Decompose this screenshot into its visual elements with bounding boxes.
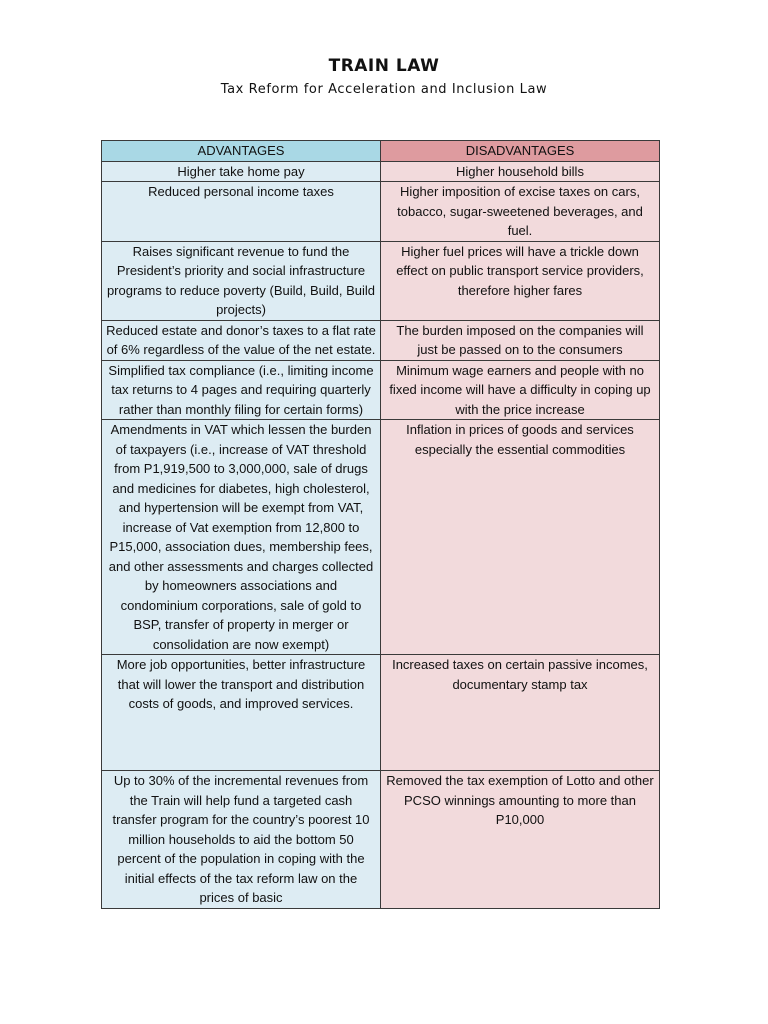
document-title: TRAIN LAW <box>328 56 440 76</box>
disadvantage-cell: Minimum wage earners and people with no fixed income will have a difficulty in coping up with the price increase <box>381 360 660 420</box>
table-row <box>102 420 660 655</box>
table-row <box>102 182 660 242</box>
table-row <box>102 771 660 909</box>
table-row <box>102 360 660 420</box>
advantage-cell: More job opportunities, better infrastructure that will lower the transport and distribution costs of goods, and improved services. <box>102 655 381 771</box>
advantage-cell: Reduced estate and donor’s taxes to a flat rate of 6% regardless of the value of the net estate. <box>102 320 381 360</box>
disadvantage-cell: Removed the tax exemption of Lotto and other PCSO winnings amounting to more than P10,000 <box>381 771 660 909</box>
table-row <box>102 241 660 320</box>
table-row <box>102 655 660 771</box>
disadvantage-cell: Increased taxes on certain passive incomes, documentary stamp tax <box>381 655 660 771</box>
disadvantage-cell: The burden imposed on the companies will just be passed on to the consumers <box>381 320 660 360</box>
disadvantage-cell: Higher household bills <box>381 161 660 182</box>
advantages-header: ADVANTAGES <box>102 141 381 162</box>
table-row <box>102 161 660 182</box>
advantage-cell: Raises significant revenue to fund the President’s priority and social infrastructure programs to reduce poverty (Build, Build, Build projects) <box>102 241 381 320</box>
advantage-cell: Up to 30% of the incremental revenues from the Train will help fund a targeted cash transfer program for the country’s poorest 10 million households to aid the bottom 50 percent of the population in coping with the initial effects of the tax reform law on the prices of basic <box>102 771 381 909</box>
document-subtitle: Tax Reform for Acceleration and Inclusion Law <box>220 82 548 97</box>
advantage-cell: Higher take home pay <box>102 161 381 182</box>
table-header-row <box>102 141 660 162</box>
disadvantage-cell: Higher fuel prices will have a trickle down effect on public transport service providers, therefore higher fares <box>381 241 660 320</box>
advantages-disadvantages-table <box>101 140 660 909</box>
disadvantages-header: DISADVANTAGES <box>381 141 660 162</box>
table-row <box>102 320 660 360</box>
advantage-cell: Reduced personal income taxes <box>102 182 381 242</box>
advantage-cell: Amendments in VAT which lessen the burden of taxpayers (i.e., increase of VAT threshold from P1,919,500 to 3,000,000, sale of drugs and medicines for diabetes, high cholesterol, and hypertension will be exempt from VAT, increase of Vat exemption from 12,800 to P15,000, association dues, membership fees, and other assessments and charges collected by homeowners associations and condominium corporations, sale of gold to BSP, transfer of property in merger or consolidation are now exempt) <box>102 420 381 655</box>
disadvantage-cell: Higher imposition of excise taxes on cars, tobacco, sugar-sweetened beverages, and fuel. <box>381 182 660 242</box>
advantage-cell: Simplified tax compliance (i.e., limiting income tax returns to 4 pages and requiring quarterly rather than monthly filing for certain forms) <box>102 360 381 420</box>
disadvantage-cell: Inflation in prices of goods and services especially the essential commodities <box>381 420 660 655</box>
